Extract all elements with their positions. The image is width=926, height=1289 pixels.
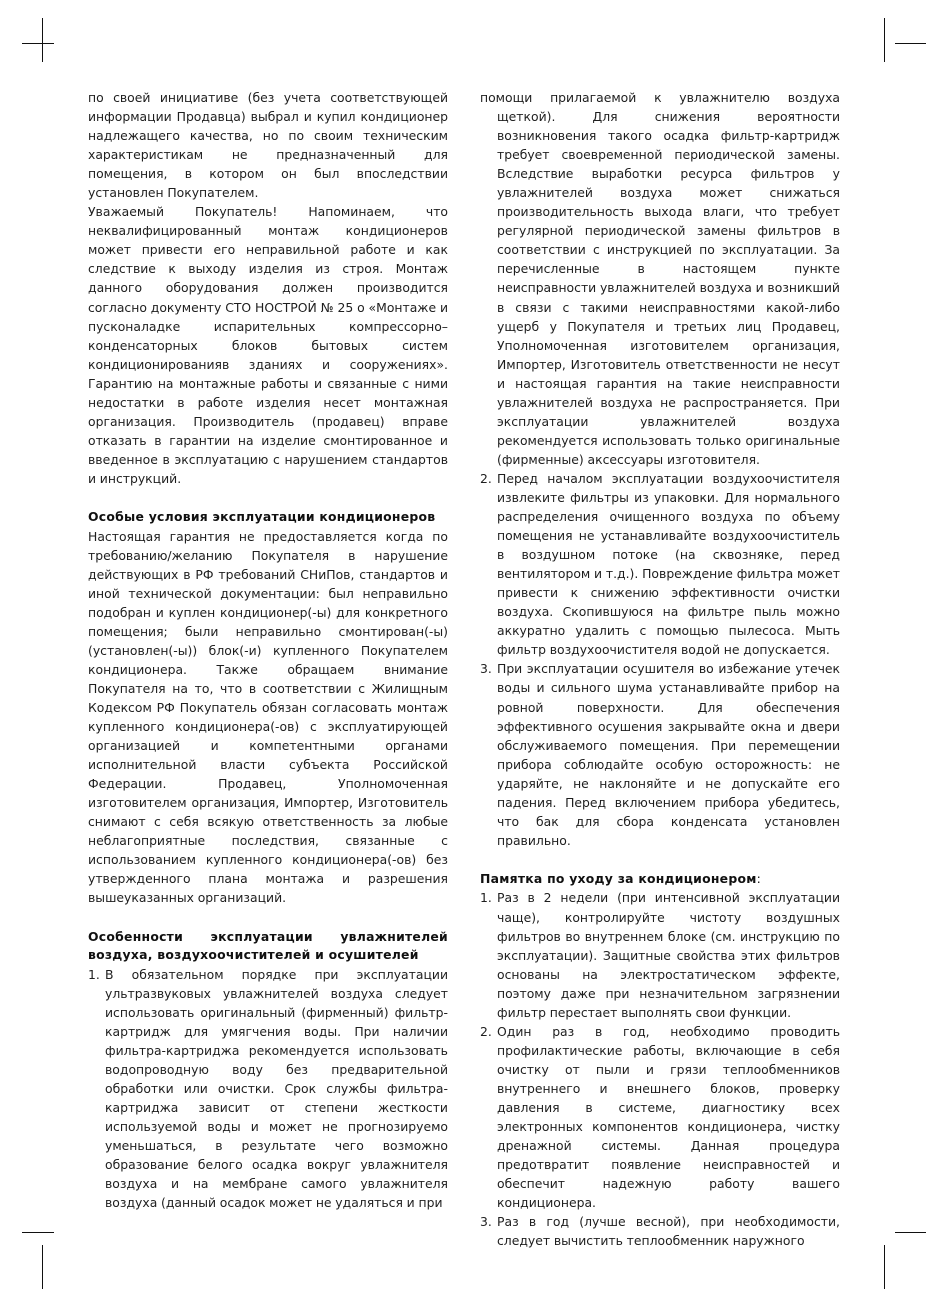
crop-mark-top-left-horizontal [22,43,54,44]
heading-humidifier-operation-features: Особенности эксплуатации увлажнителей воздуха, воздухоочистителей и осушителей [88,928,448,963]
list-item-number: 1. [88,966,100,982]
paragraph-humidifier-continued [480,88,840,469]
list-item [480,888,840,1021]
two-column-text-area [88,88,840,1249]
list-item [480,469,840,659]
list-item-text: Один раз в год, необходимо проводить профилактические работы, включающие в себя очистку от пыли и грязи теплообменников внутреннего и внешнего блоков, проверку давления в системе, диагностику всех электронных компонентов кондиционера, чистку дренажной системы. Данная процедура предотвратит появление неисправностей и обеспечит надежную работу вашего кондиционера. [497,1023,840,1211]
list-item-number: 2. [480,470,492,486]
crop-mark-bottom-left-vertical [42,1245,43,1289]
heading-spacer [480,850,840,870]
heading-colon: : [756,870,761,886]
list-item-number: 3. [480,1214,492,1230]
paragraph-warranty-exclusions: Настоящая гарантия не предоставляется когда по требованию/желанию Покупателя в нарушение действующих в РФ требований СНиПов, стандартов и иной технической документации: был неправильно подобран и куплен кондиционер(-ы) для конкретного помещения; были неправильно смонтирован(-ы) (установлен(-ы)) блок(-и) купленного Покупателем кондиционера. Также обращаем внимание Покупателя на то, что в соответствии с Жилищным Кодексом РФ Покупатель обязан согласовать монтаж купленного кондиционера(-ов) с эксплуатирующей организацией и компетентными органами исполнительной власти субъекта Российской Федерации. Продавец, Уполномоченная изготовителем организация, Импортер, Изготовитель снимают с себя всякую ответственность за любые неблагоприятные последствия, связанные с использованием купленного кондиционера(-ов) без утвержденного плана монтажа и разрешения вышеуказанных организаций. [88,528,448,906]
paragraph-installation-notice: Уважаемый Покупатель! Напоминаем, что неквалифицированный монтаж кондиционеров может привести его неправильной работе и как следствие к выходу изделия из строя. Монтаж данного оборудования должен производится согласно документу СТО НОСТРОЙ № 25 о «Монтаже и пусконаладке испарительных компрессорно–конденсаторных блоков бытовых систем кондиционированияв зданиях и сооружениях». Гарантию на монтажные работы и связанные с ними недостатки в работе изделия несет монтажная организация. Производитель (продавец) вправе отказать в гарантии на изделие смонтированное и введенное в эксплуатацию с нарушением стандартов и инструкций. [88,204,448,486]
right-column [480,88,840,1249]
list-item-text: При эксплуатации осушителя во избежание утечек воды и сильного шума устанавливайте прибор на ровной поверхности. Для обеспечения эффективного осушения закрывайте окна и двери обслуживаемого помещения. При перемещении прибора соблюдайте особую осторожность: не ударяйте, не наклоняйте и не допускайте его падения. Перед включением прибора убедитесь, что бак для сбора конденсата установлен правильно. [497,661,840,848]
heading-text: Памятка по уходу за кондиционером [480,870,757,886]
list-item-number: 2. [480,1023,492,1039]
list-item [88,965,448,1213]
list-item-text: Раз в 2 недели (при интенсивной эксплуатации чаще), контролируйте чистоту воздушных фильтров во внутреннем блоке (см. инструкцию по эксплуатации). Защитные свойства этих фильтров основаны на электростатическом эффекте, поэтому даже при незначительном загрязнении фильтр перестает выполнять свои функции. [497,890,840,1020]
list-item [480,1212,840,1250]
crop-mark-top-right-vertical [884,18,885,62]
crop-mark-bottom-right-horizontal [895,1232,926,1233]
crop-mark-top-left-vertical [42,18,43,62]
paragraph-continued-from-previous-page: по своей инициативе (без учета соответствующей информации Продавца) выбрал и купил кондиционер надлежащего качества, но по своим техническим характеристикам не предназначенный для помещения, в котором он был впоследствии установлен Покупателем. [88,90,448,201]
crop-mark-bottom-right-vertical [884,1245,885,1289]
heading-spacer [88,488,448,508]
list-item-number: 3. [480,661,492,677]
list-item [480,659,840,849]
heading-air-conditioner-care-guide [480,870,840,889]
list-item-text: Раз в год (лучше весной), при необходимости, следует вычистить теплообменник наружного [497,1214,840,1249]
heading-spacer [88,908,448,928]
heading-special-operating-conditions: Особые условия эксплуатации кондиционеров [88,508,436,524]
list-item-text: В обязательном порядке при эксплуатации ультразвуковых увлажнителей воздуха следует использовать оригинальный (фирменный) фильтр-картридж для умягчения воды. При наличии фильтра-картриджа рекомендуется использовать водопроводную воду без предварительной обработки или очистки. Срок службы фильтра-картриджа зависит от степени жесткости используемой воды и может не прогнозируемо уменьшаться, в результате чего возможно образование белого осадка вокруг увлажнителя воздуха и на мембране самого увлажнителя воздуха (данный осадок может не удаляться и при [105,966,448,1211]
crop-mark-top-right-horizontal [895,43,926,44]
crop-mark-bottom-left-horizontal [22,1232,54,1233]
list-item-text: Перед началом эксплуатации воздухоочистителя извлеките фильтры из упаковки. Для нормального распределения очищенного воздуха по объему помещения не устанавливайте воздухоочиститель в воздушном потоке (на сквозняке, перед вентилятором и т.д.). Повреждение фильтра может привести к снижению эффективности очистки воздуха. Скопившуюся на фильтре пыль можно аккуратно удалить с помощью пылесоса. Мыть фильтр воздухоочистителя водой не допускается. [497,470,840,658]
list-item [480,1022,840,1212]
paragraph-text: помощи прилагаемой к увлажнителю воздуха щеткой). Для снижения вероятности возникновения такого осадка фильтр-картридж требует своевременной периодической замены. Вследствие выработки ресурса фильтров у увлажнителей воздуха может снижаться производительность выхода влаги, что требует регулярной периодической замены фильтров в соответствии с инструкцией по эксплуатации. За перечисленные в настоящем пункте неисправности увлажнителей воздуха и возникший в связи с такими неисправностями какой-либо ущерб у Покупателя и третьих лиц Продавец, Уполномоченная изготовителем организация, Импортер, Изготовитель ответственности не несут и настоящая гарантия на такие неисправности увлажнителей воздуха не распространяется. При эксплуатации увлажнителей воздуха рекомендуется использовать только оригинальные (фирменные) аксессуары изготовителя. [480,90,840,467]
left-column [88,88,448,1211]
list-item-number: 1. [480,890,492,906]
